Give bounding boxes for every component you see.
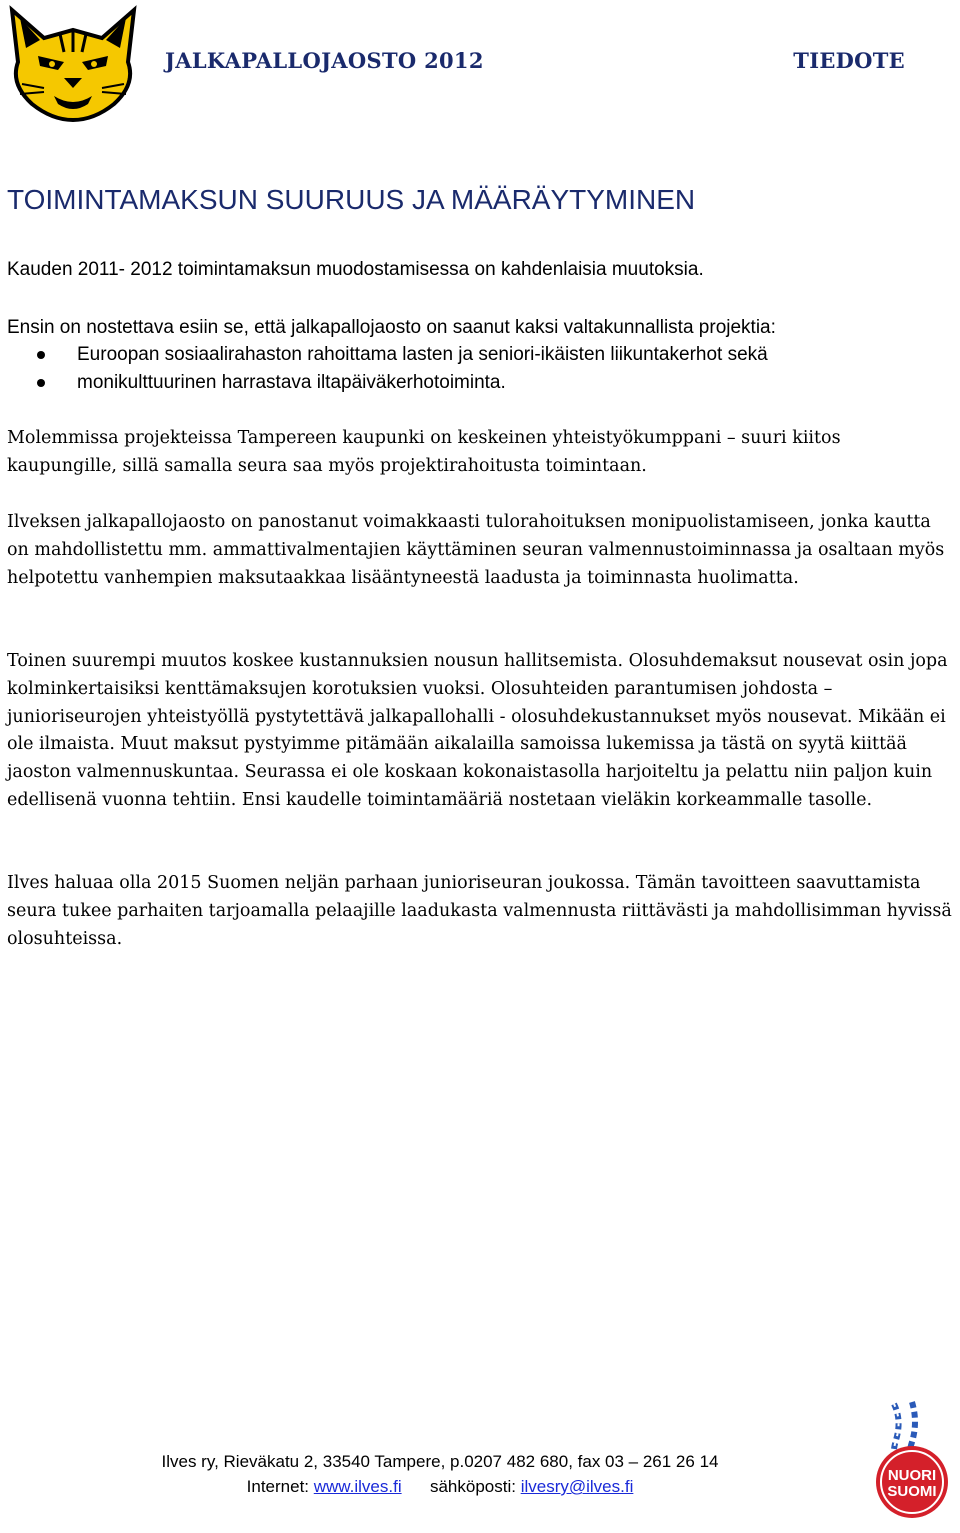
list-item-text: monikulttuurinen harrastava iltapäiväkerhotoiminta. [77, 371, 506, 393]
badge-text-line1: NUORI [887, 1467, 937, 1484]
email-link[interactable]: ilvesry@ilves.fi [520, 1477, 634, 1496]
document-title: TOIMINTAMAKSUN SUURUUS JA MÄÄRÄYTYMINEN [7, 184, 696, 215]
nuori-suomi-badge-icon [872, 1400, 952, 1528]
body-paragraph: Toinen suurempi muutos koskee kustannuksien nousun hallitsemista. Olosuhdemaksut nousevat osin jopa kolminkertaisiksi kenttämaksujen korotuksien vuoksi. Olosuhteiden parantumisen johdosta – junioriseurojen yhteistyöllä pystytettävä jalkapallohalli - olosuhdekustannukset myös nousevat. Mikään ei ole ilmaista. Muut maksut pystyimme pitämään aikalailla samoissa lukemissa ja tästä on syytä kiittää jaoston valmennuskuntaa. Seurassa ei ole koskaan kokonaistasolla harjoiteltu ja pelattu niin paljon kuin edellisenä vuonna tehtiin. Ensi kaudelle toimintamääriä nostetaan vieläkin korkeammalle tasolle. [7, 651, 948, 810]
project-list [0, 341, 955, 397]
list-item-text: Euroopan sosiaalirahaston rahoittama lasten ja seniori-ikäisten liikuntakerhot sekä [77, 344, 768, 365]
header-section-title: JALKAPALLOJAOSTO 2012 [165, 48, 484, 73]
body-paragraph: Ilves haluaa olla 2015 Suomen neljän parhaan junioriseuran joukossa. Tämän tavoitteen saavuttamista seura tukee parhaiten tarjoamalla pelaajille laadukasta valmennusta riittävästi ja mahdollisimman hyvissä olosuhteissa. [7, 873, 952, 949]
bullet-icon [37, 351, 45, 359]
body-paragraph: Ilveksen jalkapallojaosto on panostanut voimakkaasti tulorahoituksen monipuolistamiseen, jonka kautta on mahdollistettu mm. ammattivalmentajien käyttäminen seuran valmennustoiminnassa ja osaltaan myös helpotettu vanhempien maksutaakkaa lisääntyneestä laadusta ja toiminnasta huolimatta. [7, 512, 945, 588]
footer-address: Ilves ry, Rieväkatu 2, 33540 Tampere, p.0207 482 680, fax 03 – 261 26 14 [161, 1452, 719, 1471]
website-link[interactable]: www.ilves.fi [313, 1477, 402, 1496]
bullet-icon [37, 379, 45, 387]
email-label: sähköposti: [429, 1477, 516, 1496]
list-item [0, 369, 955, 397]
header-document-type: TIEDOTE [793, 48, 905, 73]
footer-contacts [0, 1477, 920, 1497]
body-paragraph: Molemmissa projekteissa Tampereen kaupunki on keskeinen yhteistyökumppani – suuri kiitos kaupungille, sillä samalla seura saa myös projektirahoitusta toimintaan. [7, 428, 841, 476]
list-item [0, 341, 955, 369]
badge-text-line2: SUOMI [887, 1483, 937, 1500]
intro-paragraph: Kauden 2011- 2012 toimintamaksun muodostamisessa on kahdenlaisia muutoksia. [7, 259, 704, 280]
lynx-head-logo-icon [4, 4, 142, 122]
internet-label: Internet: [246, 1477, 310, 1496]
projects-lead-paragraph: Ensin on nostettava esiin se, että jalkapallojaosto on saanut kaksi valtakunnallista projektia: [7, 317, 776, 338]
